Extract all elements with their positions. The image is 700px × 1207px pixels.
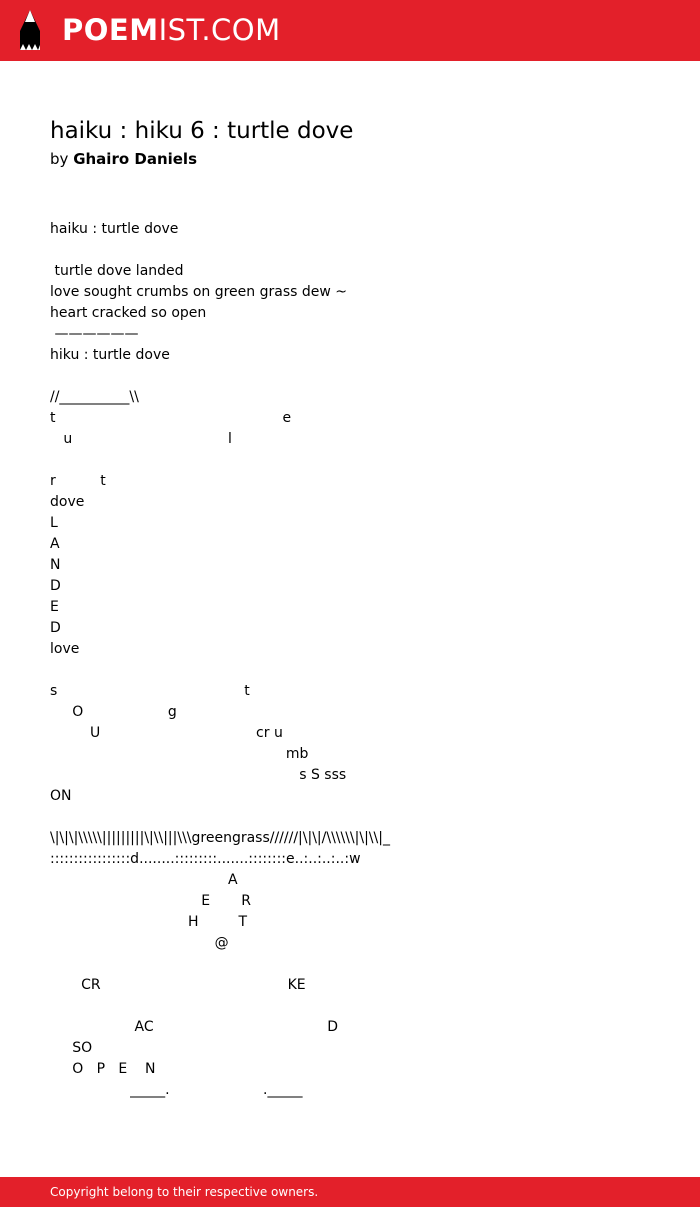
copyright-text: Copyright belong to their respective owners. [50, 1185, 319, 1199]
author-link[interactable]: Ghairo Daniels [73, 150, 198, 168]
top-header-bar [0, 0, 700, 61]
footer-bar [0, 1177, 700, 1207]
byline [50, 149, 197, 169]
poem-body: haiku : turtle dove turtle dove landed love sought crumbs on green grass dew ~ heart cracked so open —————— hiku : turtle dove //__________\\ t e u l r t dove L A N D E D love s t O g U cr u mb s S sss ON \|\|\|\\\\\|||||||||\|\\|||\\\greengrass//////|\|\|/\\\\\\|\|\\|_ :::::::::::::::::d........:::::::::.......::::::::e..:..:..:..:w A E R H T @ CR KE AC D SO O P E N _____. ._____ [50, 221, 390, 1098]
by-label: by [50, 150, 69, 168]
logo-bold-text: POEM [62, 13, 159, 47]
logo-light-text: IST.COM [158, 13, 281, 47]
pen-nib-icon[interactable] [16, 9, 44, 53]
site-logo[interactable] [62, 12, 281, 48]
poem-title: haiku : hiku 6 : turtle dove [50, 118, 354, 144]
